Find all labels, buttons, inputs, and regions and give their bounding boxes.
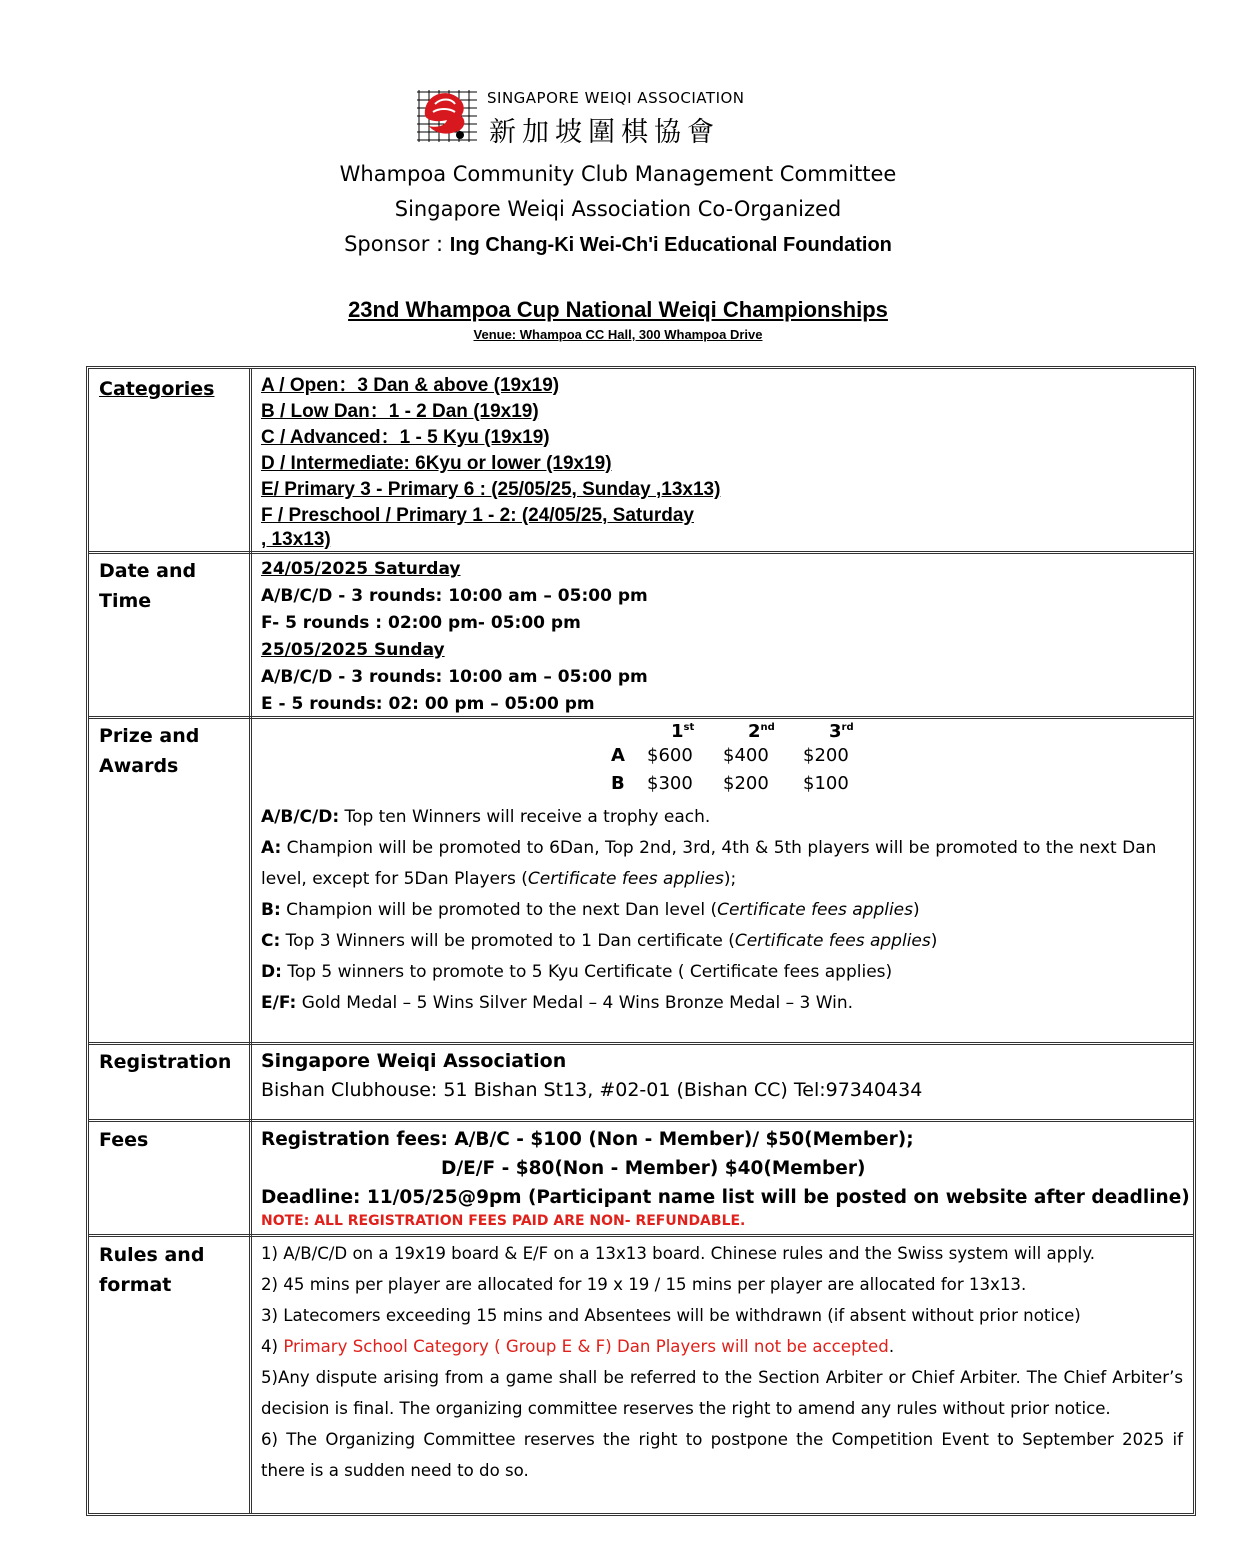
day1-heading: 24/05/2025 Saturday: [261, 559, 461, 579]
sponsor-line: [0, 232, 1236, 257]
row-divider: [89, 1042, 1193, 1045]
place-2nd: [748, 721, 775, 742]
award-text: Top ten Winners will receive a trophy each.: [339, 807, 711, 827]
rule-item: 1) A/B/C/D on a 19x19 board & E/F on a 13x13 board. Chinese rules and the Swiss system will apply.: [261, 1244, 1096, 1263]
venue-line: Venue: Whampoa CC Hall, 300 Whampoa Drive: [473, 327, 763, 342]
award-note: Certificate fees applies: [717, 900, 914, 920]
column-divider: [249, 369, 252, 1513]
place-suffix: st: [683, 722, 695, 733]
label-line: format: [99, 1274, 172, 1296]
award-note: Certificate fees applies: [734, 931, 931, 951]
place-suffix: nd: [760, 722, 775, 733]
label-line: Rules and: [99, 1244, 205, 1266]
deadline-line: Deadline: 11/05/25@9pm (Participant name list will be posted on website after deadline): [261, 1187, 1190, 1208]
award-key: D:: [261, 962, 282, 982]
schedule-line: A/B/C/D - 3 rounds: 10:00 am – 05:00 pm: [261, 667, 648, 687]
rules-content: [261, 1238, 1183, 1486]
association-logo: [407, 82, 803, 148]
rules-label: [99, 1240, 204, 1300]
prize-value: $300: [647, 773, 693, 794]
fees-label: Fees: [99, 1129, 149, 1151]
award-key: A:: [261, 838, 282, 858]
rule-item: 5)Any dispute arising from a game shall be referred to the Section Arbiter or Chief Arbiter. The Chief Arbiter’s decision is final. The organizing committee reserves the right to amend any rules without prior notice.: [261, 1368, 1183, 1418]
award-line: [261, 895, 1183, 926]
label-line: Time: [99, 590, 152, 612]
registration-address: Bishan Clubhouse: 51 Bishan St13, #02-01 (Bishan CC) Tel:97340434: [261, 1079, 923, 1101]
fees-content: [261, 1125, 1190, 1230]
award-text: Top 5 winners to promote to 5 Kyu Certificate ( Certificate fees applies): [281, 962, 893, 982]
label-line: Prize and: [99, 725, 200, 747]
page-title: 23nd Whampoa Cup National Weiqi Championships: [348, 297, 888, 322]
row-divider: [89, 1119, 1193, 1122]
prize-value: $100: [803, 773, 849, 794]
prize-category: A: [611, 745, 625, 766]
award-key: E/F:: [261, 993, 297, 1013]
award-text: Champion will be promoted to the next Dan level (: [280, 900, 718, 920]
rule-end: .: [888, 1337, 895, 1356]
fees-line: Registration fees: A/B/C - $100 (Non - Member)/ $50(Member);: [261, 1129, 914, 1150]
prize-table: [611, 721, 871, 801]
rule-item: 2) 45 mins per player are allocated for 19 x 19 / 15 mins per player are allocated for 13x13.: [261, 1275, 1027, 1294]
place-3rd: [829, 721, 854, 742]
award-text: ): [913, 900, 920, 920]
organizer-line: Whampoa Community Club Management Committee: [339, 162, 897, 186]
prize-label: [99, 721, 199, 781]
day2-heading: 25/05/2025 Sunday: [261, 640, 445, 660]
fees-line: D/E/F - $80(Non - Member) $40(Member): [441, 1158, 866, 1179]
award-line: [261, 926, 1183, 957]
date-time-label: [99, 556, 196, 616]
lion-board-logo-icon: [415, 86, 479, 142]
row-divider: [89, 551, 1193, 554]
award-line: [261, 802, 1183, 833]
label-line: Awards: [99, 755, 179, 777]
award-note: Certificate fees applies: [527, 869, 724, 889]
co-organizer-line: Singapore Weiqi Association Co-Organized: [394, 197, 842, 221]
rule-item: 6) The Organizing Committee reserves the right to postpone the Competition Event to September 2025 if there is a sudden need to do so.: [261, 1430, 1183, 1480]
award-text: ): [930, 931, 938, 951]
rule-item: 3) Latecomers exceeding 15 mins and Absentees will be withdrawn (if absent without prior notice): [261, 1306, 1081, 1325]
place-1st: [671, 721, 694, 742]
award-key: C:: [261, 931, 281, 951]
award-text: Top 3 Winners will be promoted to 1 Dan certificate (: [280, 931, 735, 951]
category-item: E/ Primary 3 - Primary 6 : (25/05/25, Sunday ,13x13): [261, 479, 721, 500]
place-num: 1: [671, 721, 684, 742]
place-suffix: rd: [841, 722, 854, 733]
award-text: Champion will be promoted to 6Dan, Top 2nd, 3rd, 4th & 5th players will be promoted to the next Dan level, except for 5Dan Players (: [261, 838, 1157, 889]
award-key: B:: [261, 900, 281, 920]
prize-category: B: [611, 773, 625, 794]
category-item: , 13x13): [261, 529, 331, 550]
refund-note: NOTE: ALL REGISTRATION FEES PAID ARE NON- REFUNDABLE.: [261, 1213, 746, 1229]
category-item: A / Open：3 Dan & above (19x19): [261, 375, 560, 396]
registration-content: [261, 1047, 1183, 1105]
award-line: [261, 833, 1183, 895]
label-line: Date and: [99, 560, 197, 582]
sponsor-label: Sponsor :: [344, 232, 450, 256]
rule-warning: Primary School Category ( Group E & F) Dan Players will not be accepted: [283, 1337, 889, 1356]
category-item: D / Intermediate: 6Kyu or lower (19x19): [261, 453, 612, 474]
award-text: Gold Medal – 5 Wins Silver Medal – 4 Wins Bronze Medal – 3 Win.: [296, 993, 854, 1013]
date-time-content: [261, 556, 1183, 718]
categories-label: Categories: [99, 378, 215, 400]
row-divider: [89, 1234, 1193, 1237]
prize-row: [611, 745, 871, 773]
rule-item: [261, 1331, 1183, 1362]
info-table: [86, 366, 1196, 1516]
award-key: A/B/C/D:: [261, 807, 340, 827]
logo-english-text: SINGAPORE WEIQI ASSOCIATION: [487, 89, 745, 107]
prize-value: $200: [723, 773, 769, 794]
prize-value: $200: [803, 745, 849, 766]
award-text: );: [723, 869, 737, 889]
schedule-line: A/B/C/D - 3 rounds: 10:00 am – 05:00 pm: [261, 586, 648, 606]
schedule-line: F- 5 rounds : 02:00 pm- 05:00 pm: [261, 613, 581, 633]
prize-value: $400: [723, 745, 769, 766]
category-item: C / Advanced：1 - 5 Kyu (19x19): [261, 427, 550, 448]
place-num: 2: [748, 721, 761, 742]
category-item: F / Preschool / Primary 1 - 2: (24/05/25, Saturday: [261, 505, 694, 526]
registration-label: Registration: [99, 1051, 232, 1073]
logo-chinese-text: 新加坡圍棋協會: [489, 117, 720, 148]
prize-row: [611, 773, 871, 801]
prize-value: $600: [647, 745, 693, 766]
schedule-line: E - 5 rounds: 02: 00 pm – 05:00 pm: [261, 694, 595, 714]
categories-list: [261, 373, 1183, 551]
sponsor-name: Ing Chang-Ki Wei-Ch'i Educational Foundation: [449, 234, 892, 256]
place-num: 3: [829, 721, 842, 742]
awards-list: [261, 802, 1183, 1019]
prize-header-row: [611, 721, 871, 745]
category-item: B / Low Dan：1 - 2 Dan (19x19): [261, 401, 539, 422]
award-line: [261, 957, 1183, 988]
rule-prefix: 4): [261, 1337, 284, 1356]
award-line: [261, 988, 1183, 1019]
registration-org: Singapore Weiqi Association: [261, 1050, 567, 1072]
